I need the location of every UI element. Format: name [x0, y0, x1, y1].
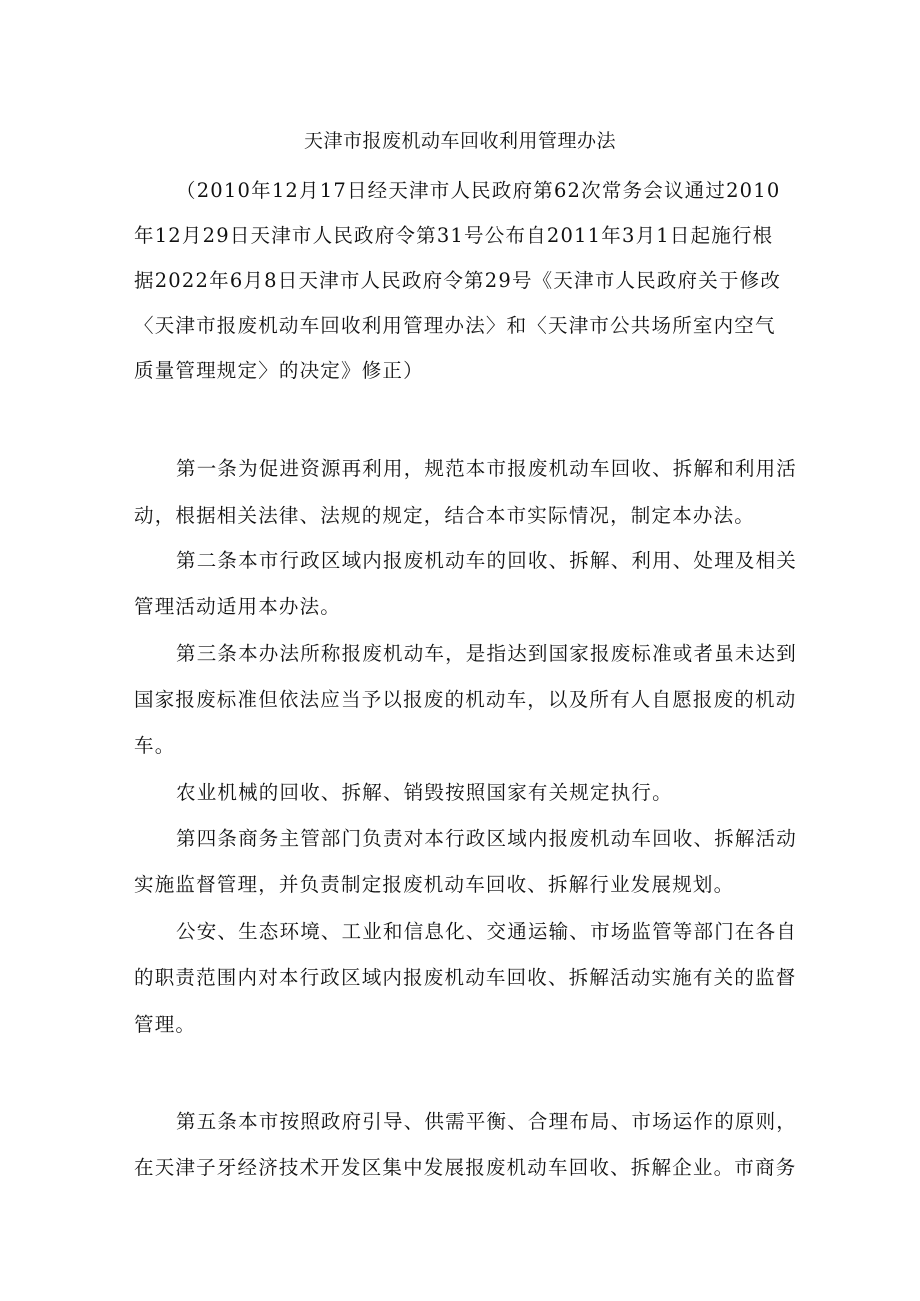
- document-title: 天津市报废机动车回收利用管理办法: [303, 130, 616, 152]
- article-5-line-1: 第五条本市按照政府引导、供需平衡、合理布局、市场运作的原则，: [176, 1110, 798, 1133]
- article-4-paragraph-2-line-3: 管理。: [134, 1013, 197, 1036]
- article-4-paragraph-2-line-1: 公安、生态环境、工业和信息化、交通运输、市场监管等部门在各自: [176, 920, 798, 943]
- article-3-paragraph-2: 农业机械的回收、拆解、销毁按照国家有关规定执行。: [176, 781, 673, 804]
- preamble-line-2: 年12月29日天津市人民政府令第31号公布自2011年3月1日起施行根: [134, 224, 774, 247]
- article-3-line-2: 国家报废标准但依法应当予以报废的机动车，以及所有人自愿报废的机动: [134, 688, 797, 711]
- preamble-line-3: 据2022年6月8日天津市人民政府令第29号《天津市人民政府关于修改: [134, 269, 782, 292]
- article-4-line-1: 第四条商务主管部门负责对本行政区域内报废机动车回收、拆解活动: [176, 827, 798, 850]
- article-3-line-3: 车。: [134, 734, 176, 757]
- preamble-line-1: （2010年12月17日经天津市人民政府第62次常务会议通过2010: [176, 179, 781, 202]
- article-3-line-1: 第三条本办法所称报废机动车，是指达到国家报废标准或者虽未达到: [176, 642, 798, 665]
- article-1-line-2: 动，根据相关法律、法规的规定，结合本市实际情况，制定本办法。: [134, 504, 756, 527]
- article-4-paragraph-2-line-2: 的职责范围内对本行政区域内报废机动车回收、拆解活动实施有关的监督: [134, 966, 797, 989]
- article-2-line-1: 第二条本市行政区域内报废机动车的回收、拆解、利用、处理及相关: [176, 549, 798, 572]
- article-5-line-2: 在天津子牙经济技术开发区集中发展报废机动车回收、拆解企业。市商务: [134, 1156, 797, 1179]
- preamble-line-5: 质量管理规定〉的决定》修正）: [134, 359, 424, 382]
- article-1-line-1: 第一条为促进资源再利用，规范本市报废机动车回收、拆解和利用活: [176, 457, 798, 480]
- article-4-line-2: 实施监督管理，并负责制定报废机动车回收、拆解行业发展规划。: [134, 873, 735, 896]
- article-2-line-2: 管理活动适用本办法。: [134, 595, 342, 618]
- preamble-line-4: 〈天津市报废机动车回收利用管理办法〉和〈天津市公共场所室内空气: [134, 314, 776, 337]
